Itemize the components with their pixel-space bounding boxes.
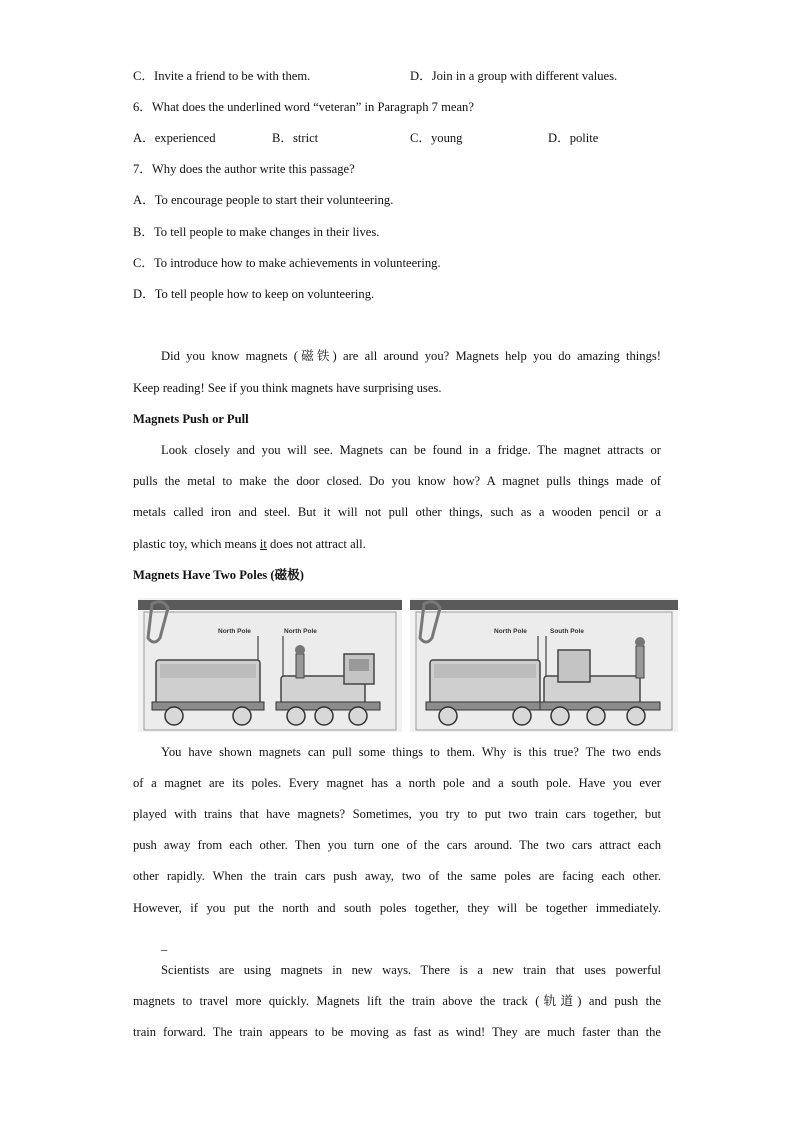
paragraph-2-line-4: push away from each other. Then you turn one of the cars around. The two cars attract each — [133, 838, 661, 852]
paragraph-3-line-3: train forward. The train appears to be moving as fast as wind! They are much faster than the — [133, 1025, 661, 1039]
paragraph-3-line-1: Scientists are using magnets in new ways. There is a new train that uses powerful — [161, 963, 661, 977]
figure-label-north-pole-3: North Pole — [494, 628, 527, 635]
paragraph-2-line-2: of a magnet are its poles. Every magnet has a north pole and a south pole. Have you ever — [133, 776, 661, 790]
train-illustration-repel — [138, 598, 402, 732]
paragraph-2-line-1: You have shown magnets can pull some things to them. Why is this true? The two ends — [161, 745, 661, 759]
paragraph-3-line-2: magnets to travel more quickly. Magnets lift the train above the track (轨道) and push the — [133, 994, 661, 1008]
q6-option-a: A．experienced — [133, 131, 216, 145]
q7-option-d: D．To tell people how to keep on volunteering. — [133, 287, 375, 301]
figure-trains-attract — [410, 598, 678, 732]
q6-question: 6．What does the underlined word “veteran” in Paragraph 7 mean? — [133, 100, 474, 114]
q5-option-c: C．Invite a friend to be with them. — [133, 69, 311, 83]
paragraph-1-line-4 — [133, 535, 661, 553]
paragraph-1-line-3: metals called iron and steel. But it will not pull other things, such as a wooden pencil or a — [133, 505, 661, 519]
paragraph-1-line-2: pulls the metal to make the door closed. Do you know how? A magnet pulls things made of — [133, 474, 661, 488]
passage-intro-line-2: Keep reading! See if you think magnets have surprising uses. — [133, 381, 442, 395]
paragraph-2-line-5: other rapidly. When the train cars push away, two of the same poles are facing each other. — [133, 869, 661, 883]
underlined-word-it: it — [259, 537, 267, 551]
q7-option-a: A．To encourage people to start their volunteering. — [133, 193, 394, 207]
q6-option-d: D．polite — [548, 131, 599, 145]
paragraph-2-line-6: However, if you put the north and south poles together, they will be together immediately. — [133, 901, 661, 915]
figure-label-north-pole-2: North Pole — [284, 628, 317, 635]
paragraph-1-line-1: Look closely and you will see. Magnets can be found in a fridge. The magnet attracts or — [161, 443, 661, 457]
paragraph-1-line-4-start: plastic toy, which means — [133, 537, 260, 551]
figure-label-south-pole: South Pole — [550, 628, 584, 635]
section-heading-two-poles: Magnets Have Two Poles (磁极) — [133, 568, 304, 582]
q7-option-c: C．To introduce how to make achievements in volunteering. — [133, 256, 441, 270]
q6-option-b: B．strict — [272, 131, 319, 145]
figure-label-north-pole-1: North Pole — [218, 628, 251, 635]
section-heading-push-pull: Magnets Push or Pull — [133, 412, 249, 426]
paragraph-1-line-4-end: does not attract all. — [266, 537, 366, 551]
q5-option-d: D．Join in a group with different values. — [410, 69, 618, 83]
q7-option-b: B．To tell people to make changes in their lives. — [133, 225, 380, 239]
blank-heading: _ — [161, 938, 168, 952]
figure-trains-repel — [138, 598, 402, 732]
paragraph-2-line-3: played with trains that have magnets? Sometimes, you try to put two train cars together, but — [133, 807, 661, 821]
passage-intro-line-1: Did you know magnets (磁铁) are all around you? Magnets help you do amazing things! — [161, 349, 661, 363]
q7-question: 7．Why does the author write this passage? — [133, 162, 355, 176]
q6-option-c: C．young — [410, 131, 463, 145]
train-illustration-attract — [410, 598, 678, 732]
